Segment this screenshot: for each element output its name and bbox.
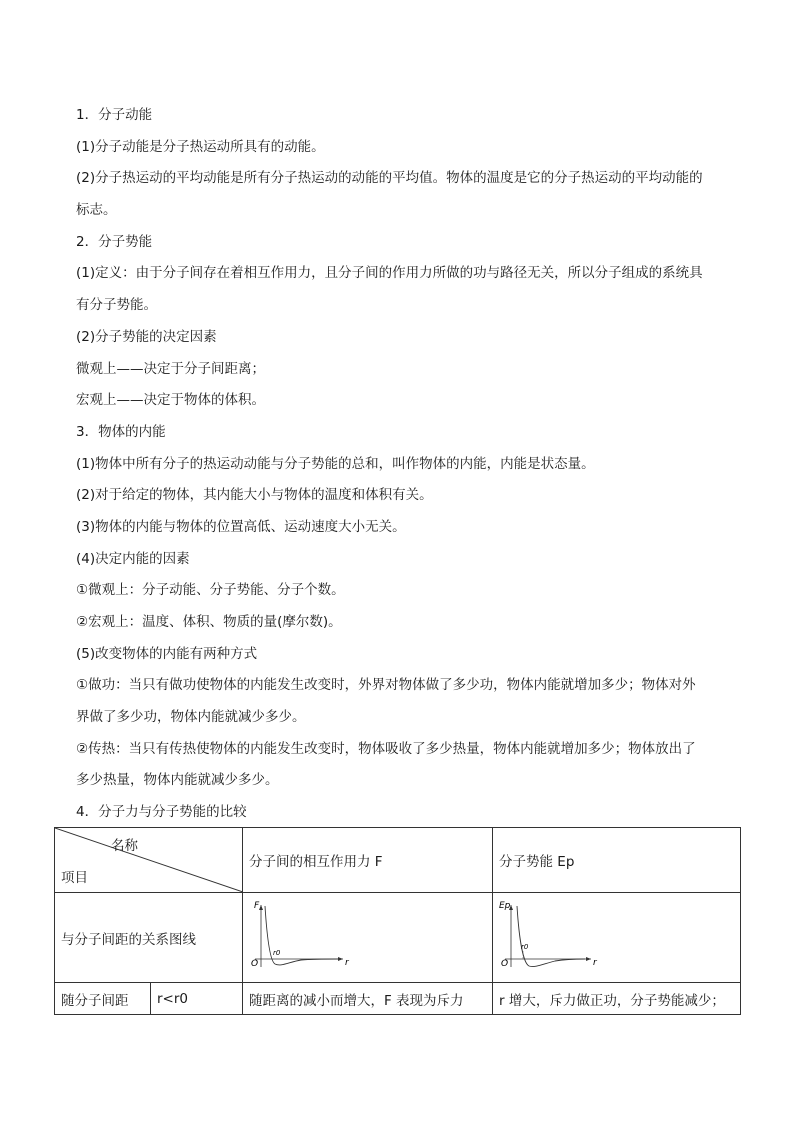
paragraph: ②传热：当只有传热使物体的内能发生改变时，物体吸收了多少热量，物体内能就增加多少；物体放出了 xyxy=(76,740,696,757)
x-axis-arrow xyxy=(338,957,343,961)
paragraph: ①微观上：分子动能、分子势能、分子个数。 xyxy=(76,582,345,599)
paragraph: ②宏观上：温度、体积、物质的量(摩尔数)。 xyxy=(76,614,342,630)
paragraph: (5)改变物体的内能有两种方式 xyxy=(76,645,258,662)
header-name-label: 名称 xyxy=(111,838,138,854)
origin-label: O xyxy=(501,959,509,969)
header-energy: 分子势能 Ep xyxy=(493,828,741,893)
r0-label: r0 xyxy=(521,943,529,951)
row-dist-force: 随距离的减小而增大，F 表现为斥力 xyxy=(243,983,493,1015)
heading-3: 3．物体的内能 xyxy=(76,423,166,440)
paragraph: (3)物体的内能与物体的位置高低、运动速度大小无关。 xyxy=(76,518,406,535)
paragraph: (1)定义：由于分子间存在着相互作用力，且分子间的作用力所做的功与路径无关，所以分子组成的系统具 xyxy=(76,265,703,282)
paragraph: 界做了多少功，物体内能就减少多少。 xyxy=(76,709,306,726)
paragraph: (2)对于给定的物体，其内能大小与物体的温度和体积有关。 xyxy=(76,487,433,504)
origin-label: O xyxy=(251,959,259,969)
row-dist-label: 随分子间距 xyxy=(55,983,151,1015)
x-axis-arrow xyxy=(586,957,591,961)
force-graph-cell xyxy=(243,893,493,983)
paragraph: 多少热量，物体内能就减少多少。 xyxy=(76,772,279,789)
y-axis-arrow xyxy=(259,905,263,910)
heading-1: 1．分子动能 xyxy=(76,107,153,123)
heading-2: 2．分子势能 xyxy=(76,233,153,250)
header-diagonal-cell xyxy=(55,828,243,893)
paragraph: ①做功：当只有做功使物体的内能发生改变时，外界对物体做了多少功，物体内能就增加多少；物体对外 xyxy=(76,677,696,694)
row-dist-energy: r 增大，斥力做正功，分子势能减少； xyxy=(493,983,741,1015)
paragraph: 标志。 xyxy=(76,202,117,219)
header-item-label: 项目 xyxy=(61,870,88,886)
paragraph: (2)分子热运动的平均动能是所有分子热运动的动能的平均值。物体的温度是它的分子热运动的平均动能的 xyxy=(76,170,703,187)
comparison-table xyxy=(54,827,741,1015)
x-axis-label: r xyxy=(593,958,597,968)
paragraph: (4)决定内能的因素 xyxy=(76,550,190,567)
paragraph: (2)分子势能的决定因素 xyxy=(76,328,217,345)
document-body xyxy=(76,100,726,829)
row-graph-label: 与分子间距的关系图线 xyxy=(55,893,243,983)
force-distance-graph xyxy=(243,893,491,978)
r0-label: r0 xyxy=(273,949,281,957)
paragraph: (1)分子动能是分子热运动所具有的动能。 xyxy=(76,138,325,155)
heading-4: 4．分子力与分子势能的比较 xyxy=(76,804,247,821)
paragraph: 有分子势能。 xyxy=(76,297,157,314)
paragraph: 微观上——决定于分子间距离； xyxy=(76,360,265,377)
row-dist-condition: r<r0 xyxy=(151,983,243,1015)
x-axis-label: r xyxy=(345,958,349,968)
header-force: 分子间的相互作用力 F xyxy=(243,828,493,893)
paragraph: (1)物体中所有分子的热运动动能与分子势能的总和，叫作物体的内能，内能是状态量。 xyxy=(76,455,595,472)
energy-distance-graph xyxy=(493,893,739,978)
y-axis-label: Ep xyxy=(499,901,511,911)
paragraph: 宏观上——决定于物体的体积。 xyxy=(76,392,265,409)
energy-curve xyxy=(517,906,585,967)
energy-graph-cell xyxy=(493,893,741,983)
y-axis-label: F xyxy=(254,901,260,911)
